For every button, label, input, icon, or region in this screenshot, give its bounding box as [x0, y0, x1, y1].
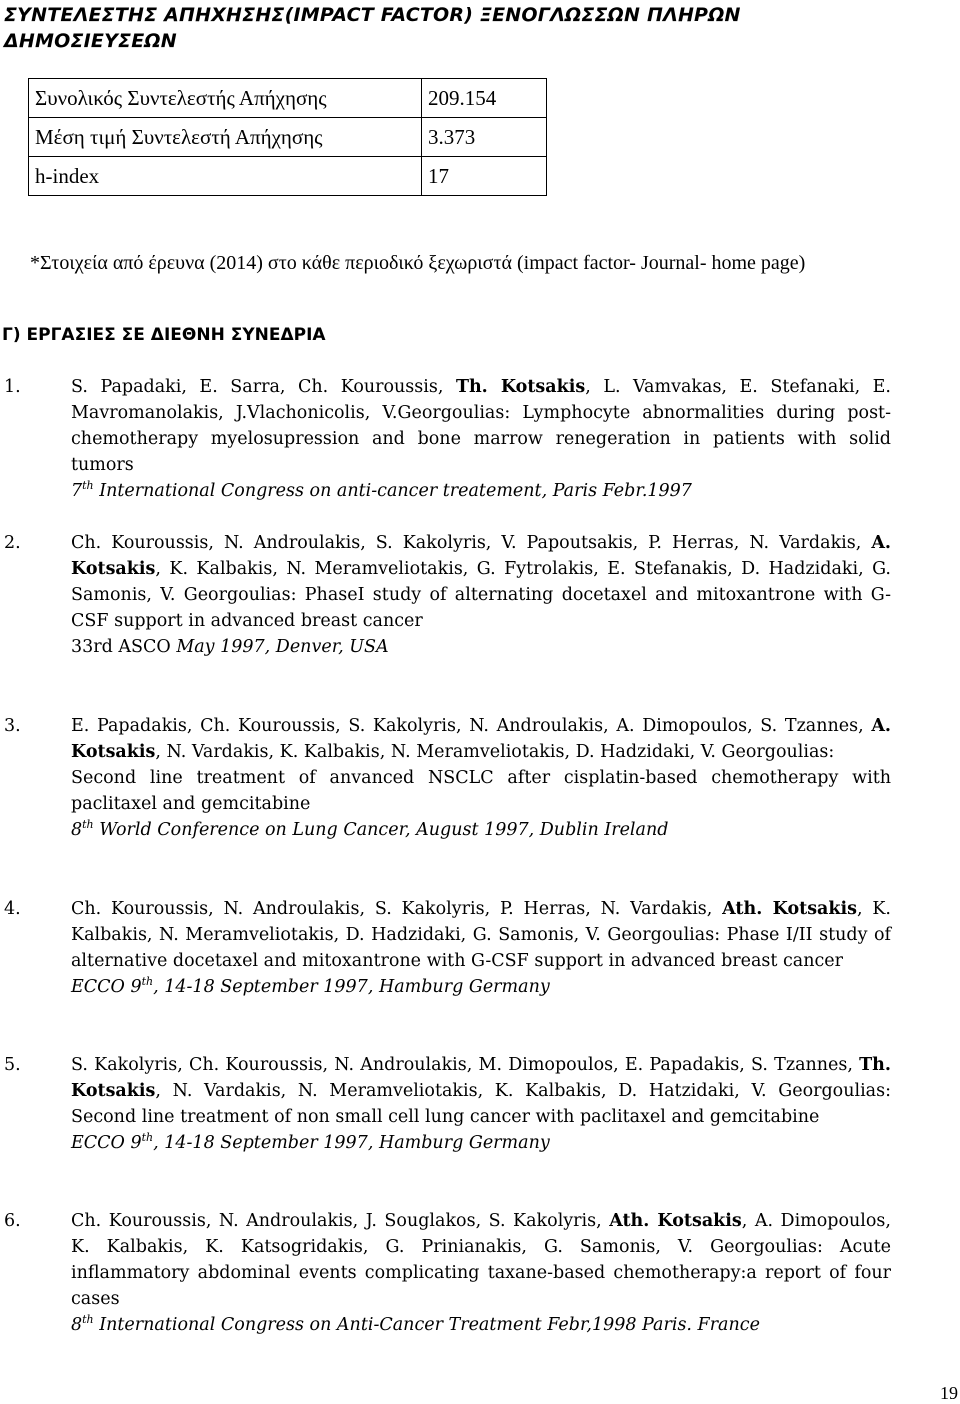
reference-body — [71, 713, 891, 843]
stat-label: Μέση τιμή Συντελεστή Απήχησης — [29, 118, 422, 157]
venue-text: , 14-18 September 1997, Hamburg Germany — [153, 977, 550, 997]
reference-number: 6. — [4, 1211, 21, 1231]
highlighted-author: Th. Kotsakis — [71, 1055, 891, 1101]
venue-plain: 33rd ASCO — [71, 637, 177, 657]
venue-ordinal: ECCO 9 — [71, 1133, 142, 1153]
reference-authors — [71, 377, 891, 475]
venue-ordinal: 8 — [71, 820, 83, 840]
page-heading: ΣΥΝΤΕΛΕΣΤΗΣ ΑΠΗΧΗΣΗΣ(IMPACT FACTOR) ΞΕΝΟΓΛΩΣΣΩΝ ΠΛΗΡΩΝ ΔΗΜΟΣΙΕΥΣΕΩΝ — [4, 4, 741, 52]
venue-text: International Congress on anti-cancer treatement, Paris Febr.1997 — [93, 481, 692, 501]
stat-label: Συνολικός Συντελεστής Απήχησης — [29, 79, 422, 118]
venue-text: May 1997, Denver, USA — [176, 637, 389, 657]
venue-ordinal: ECCO 9 — [71, 977, 142, 997]
authors-text: , K. Kalbakis, N. Meramveliotakis, G. Fytrolakis, E. Stefanakis, D. Hadzidaki, G. Samonis, V. Georgoulias: PhaseI study of alternating docetaxel and mitoxantrone with G-CSF support in advanced breast cancer — [71, 559, 891, 631]
reference-number: 4. — [4, 899, 21, 919]
venue-ordinal: 8 — [71, 1315, 83, 1335]
reference-venue — [71, 478, 891, 504]
reference-authors — [71, 899, 891, 971]
reference-title: Second line treatment of anvanced NSCLC after cisplatin-based chemotherapy with paclitaxel and gemcitabine — [71, 768, 891, 814]
reference-number: 2. — [4, 533, 21, 553]
reference-number: 1. — [4, 377, 21, 397]
reference-body — [71, 896, 891, 1000]
reference-number: 3. — [4, 716, 21, 736]
reference-venue — [71, 1130, 891, 1156]
page-number: 19 — [940, 1383, 958, 1403]
authors-text: E. Papadakis, Ch. Kouroussis, S. Kakolyris, N. Androulakis, A. Dimopoulos, S. Tzannes, — [71, 716, 872, 736]
authors-text: S. Papadaki, E. Sarra, Ch. Kouroussis, — [71, 377, 456, 397]
authors-text: Ch. Kouroussis, N. Androulakis, J. Souglakos, S. Kakolyris, — [71, 1211, 610, 1231]
venue-text: World Conference on Lung Cancer, August 1997, Dublin Ireland — [93, 820, 669, 840]
reference-body — [71, 374, 891, 504]
stat-value: 17 — [422, 157, 547, 196]
authors-text: S. Kakolyris, Ch. Kouroussis, N. Androulakis, M. Dimopoulos, E. Papadakis, S. Tzannes, — [71, 1055, 860, 1075]
venue-text: , 14-18 September 1997, Hamburg Germany — [153, 1133, 550, 1153]
stat-value: 3.373 — [422, 118, 547, 157]
venue-ordinal: 7 — [71, 481, 83, 501]
highlighted-author: Ath. Kotsakis — [609, 1211, 742, 1231]
highlighted-author: Th. Kotsakis — [455, 377, 586, 397]
venue-superscript: th — [141, 1131, 154, 1144]
stat-value: 209.154 — [422, 79, 547, 118]
venue-superscript: th — [141, 975, 154, 988]
highlighted-author: A. Kotsakis — [71, 716, 891, 762]
authors-text: Ch. Kouroussis, N. Androulakis, S. Kakolyris, P. Herras, N. Vardakis, — [71, 899, 723, 919]
venue-text: International Congress on Anti-Cancer Treatment Febr,1998 Paris. France — [93, 1315, 760, 1335]
reference-body — [71, 1208, 891, 1338]
venue-superscript: th — [82, 1313, 94, 1326]
reference-venue — [71, 634, 891, 660]
reference-authors — [71, 1211, 891, 1309]
highlighted-author: A. Kotsakis — [71, 533, 891, 579]
table-row — [29, 157, 547, 196]
table-row — [29, 79, 547, 118]
authors-text: Ch. Kouroussis, N. Androulakis, S. Kakolyris, V. Papoutsakis, P. Herras, N. Vardakis, — [71, 533, 872, 553]
reference-authors — [71, 533, 891, 631]
authors-text: , L. Vamvakas, E. Stefanaki, E. Mavromanolakis, J.Vlachonicolis, V.Georgoulias: Lymphocyte abnormalities during post-chemotherapy myelosupression and bone marrow renegeration in patients with solid tumors — [71, 377, 891, 475]
reference-venue — [71, 817, 891, 843]
reference-body — [71, 1052, 891, 1156]
authors-text: , N. Vardakis, K. Kalbakis, N. Meramveliotakis, D. Hadzidaki, V. Georgoulias: — [155, 742, 835, 762]
authors-text: , A. Dimopoulos, K. Kalbakis, K. Katsogridakis, G. Prinianakis, G. Samonis, V. Georgoulias: Acute inflammatory abdominal events complicating taxane-based chemotherapy:a report of four cases — [71, 1211, 891, 1309]
authors-text: , N. Vardakis, N. Meramveliotakis, K. Kalbakis, D. Hatzidaki, V. Georgoulias: Second line treatment of non small cell lung cancer with paclitaxel and gemcitabine — [71, 1081, 891, 1127]
reference-venue — [71, 974, 891, 1000]
table-row — [29, 118, 547, 157]
authors-text: , K. Kalbakis, N. Meramveliotakis, D. Hadzidaki, G. Samonis, V. Georgoulias: Phase I/II study of alternative docetaxel and mitoxantrone with G-CSF support in advanced breast cancer — [71, 899, 891, 971]
venue-superscript: th — [82, 818, 94, 831]
stat-label: h-index — [29, 157, 422, 196]
reference-venue — [71, 1312, 891, 1338]
impact-factor-table — [28, 78, 547, 196]
reference-body — [71, 530, 891, 660]
source-note: *Στοιχεία από έρευνα (2014) στο κάθε περιοδικό ξεχωριστά (impact factor- Journal- home page) — [30, 252, 806, 274]
highlighted-author: Ath. Kotsakis — [722, 899, 858, 919]
reference-number: 5. — [4, 1055, 21, 1075]
reference-authors — [71, 716, 891, 762]
venue-superscript: th — [82, 479, 94, 492]
section-title: Γ) ΕΡΓΑΣΙΕΣ ΣΕ ΔΙΕΘΝΗ ΣΥΝΕΔΡΙΑ — [2, 325, 326, 345]
reference-authors — [71, 1055, 891, 1127]
